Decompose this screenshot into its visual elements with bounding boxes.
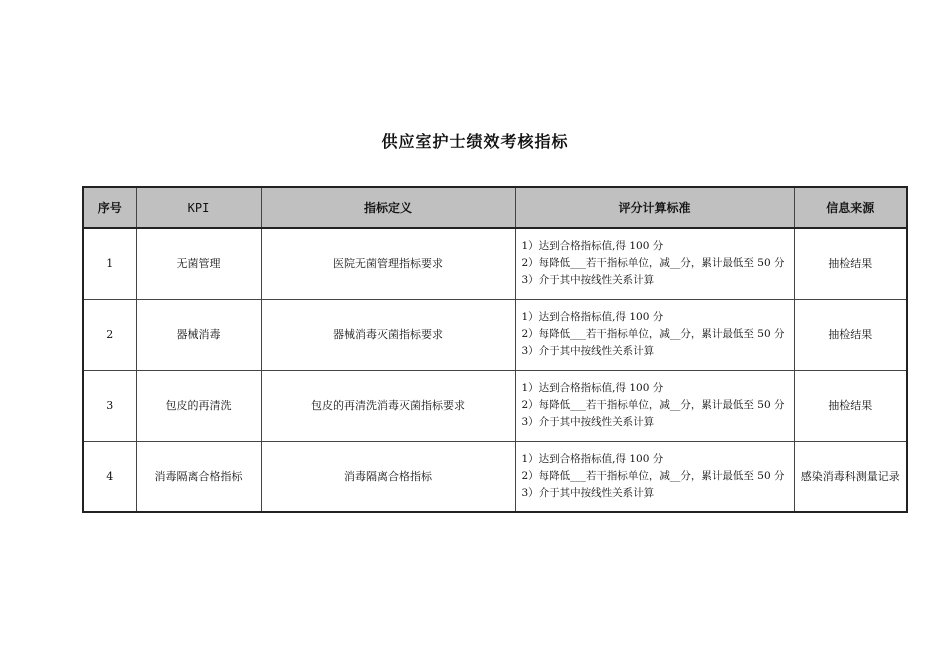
criteria-line: 1）达到合格指标值,得 100 分	[521, 382, 664, 394]
table-row	[83, 299, 907, 370]
source-text: 抽检结果	[828, 328, 873, 341]
criteria-line: 3）介于其中按线性关系计算	[521, 416, 655, 428]
table-row	[83, 441, 907, 512]
criteria-line: 1）达到合格指标值,得 100 分	[521, 240, 664, 253]
row-kpi: 包皮的再清洗	[136, 370, 261, 441]
criteria-line: 2）每降低___若干指标单位，减__分，累计最低至 50 分	[521, 399, 785, 411]
criteria-line: 3）介于其中按线性关系计算	[521, 486, 655, 499]
header-criteria: 评分计算标准	[515, 187, 794, 228]
row-index: 4	[83, 441, 136, 512]
table-row	[83, 228, 907, 299]
table-row	[83, 370, 907, 441]
criteria-line: 1）达到合格指标值,得 100 分	[521, 452, 664, 465]
source-text: 抽检结果	[828, 257, 873, 271]
row-definition: 消毒隔离合格指标	[261, 441, 515, 512]
source-text: 抽检结果	[828, 399, 873, 412]
header-kpi: KPI	[136, 187, 261, 228]
row-criteria	[515, 228, 794, 299]
kpi-table	[82, 186, 908, 513]
row-index: 2	[83, 299, 136, 370]
row-index: 3	[83, 370, 136, 441]
criteria-line: 3）介于其中按线性关系计算	[521, 345, 655, 357]
criteria-line: 1）达到合格指标值,得 100 分	[521, 311, 664, 323]
header-definition: 指标定义	[261, 187, 515, 228]
source-text: 感染消毒科测量记录	[800, 469, 900, 483]
criteria-line: 2）每降低___若干指标单位，减__分，累计最低至 50 分	[521, 469, 785, 482]
criteria-line: 3）介于其中按线性关系计算	[521, 274, 655, 287]
header-source: 信息来源	[794, 187, 907, 228]
page-title: 供应室护士绩效考核指标	[381, 132, 569, 151]
row-definition: 包皮的再清洗消毒灭菌指标要求	[261, 370, 515, 441]
row-criteria	[515, 299, 794, 370]
header-index: 序号	[83, 187, 136, 228]
row-source	[794, 299, 907, 370]
criteria-line: 2）每降低___若干指标单位，减__分，累计最低至 50 分	[521, 257, 785, 270]
row-source	[794, 228, 907, 299]
row-kpi: 消毒隔离合格指标	[136, 441, 261, 512]
row-source	[794, 370, 907, 441]
row-kpi: 器械消毒	[136, 299, 261, 370]
criteria-line: 2）每降低___若干指标单位，减__分，累计最低至 50 分	[521, 328, 785, 340]
row-source	[794, 441, 907, 512]
row-criteria	[515, 441, 794, 512]
table-header-row	[83, 187, 907, 228]
row-definition: 医院无菌管理指标要求	[261, 228, 515, 299]
row-definition: 器械消毒灭菌指标要求	[261, 299, 515, 370]
row-criteria	[515, 370, 794, 441]
row-kpi: 无菌管理	[136, 228, 261, 299]
row-index: 1	[83, 228, 136, 299]
